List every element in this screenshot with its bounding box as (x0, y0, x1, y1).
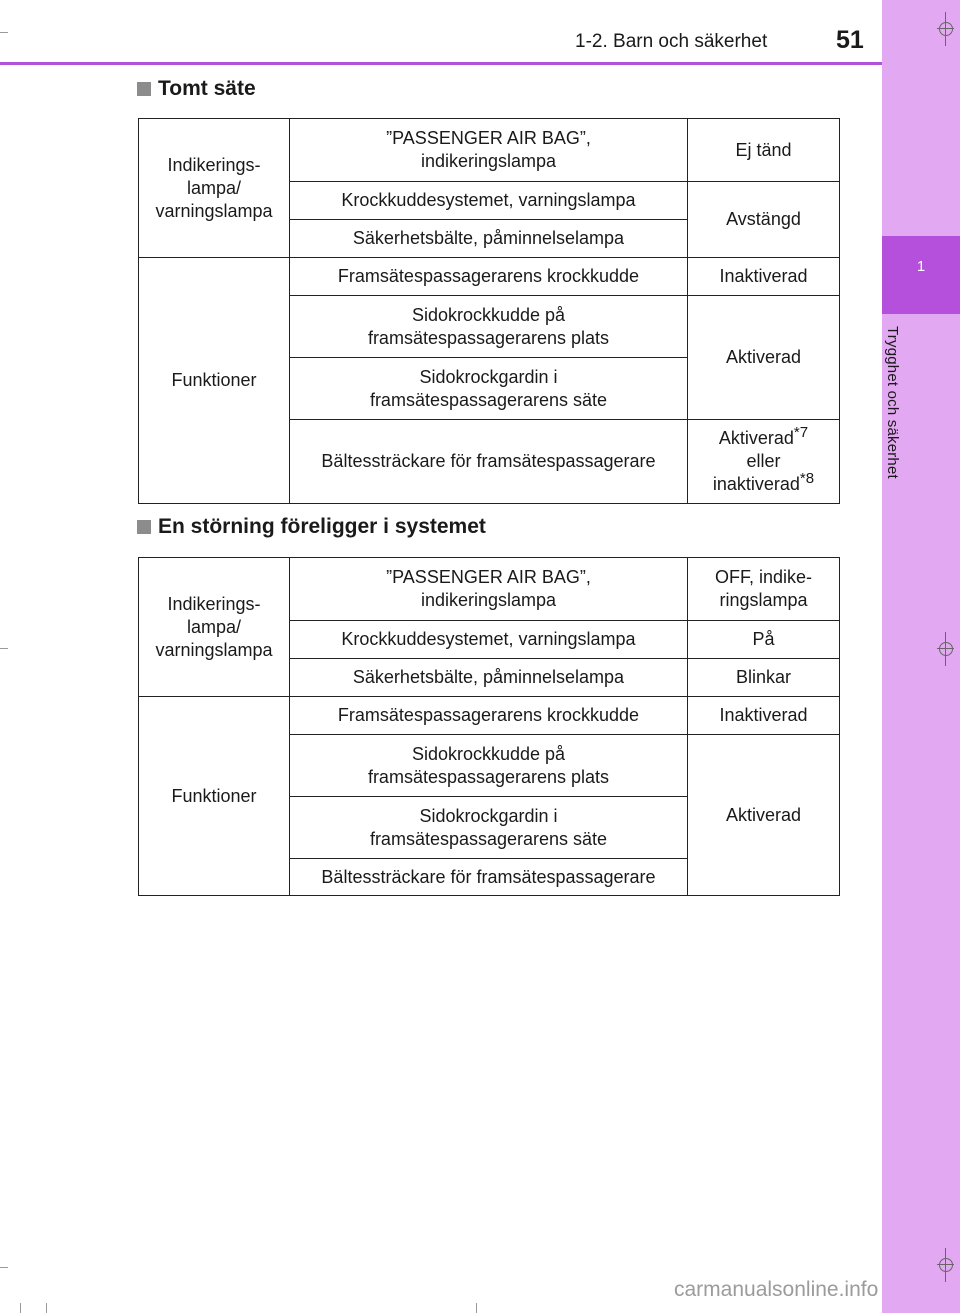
chapter-tab (882, 236, 960, 314)
status-cell: Avstängd (688, 182, 840, 258)
crop-mark (46, 1303, 47, 1313)
status-cell: Ej tänd (688, 119, 840, 182)
item-cell: ”PASSENGER AIR BAG”, indikeringslampa (290, 558, 688, 621)
footnote-8: *8 (799, 470, 815, 487)
header-rule (0, 62, 882, 65)
item-cell: Krockkuddesystemet, varningslampa (290, 621, 688, 659)
status-cell: Inaktiverad (688, 697, 840, 735)
item-cell: Sidokrockgardin i framsätespassagerarens säte (290, 358, 688, 420)
functions-label: Funktioner (139, 697, 290, 896)
status-cell (688, 420, 840, 504)
footnote-7: *7 (793, 424, 809, 441)
item-cell: Säkerhetsbälte, påminnelselampa (290, 220, 688, 258)
crop-mark (476, 1303, 477, 1313)
page-number: 51 (836, 26, 864, 54)
watermark: carmanualsonline.info (674, 1278, 879, 1301)
crop-mark (0, 32, 8, 33)
status-cell: Blinkar (688, 659, 840, 697)
indicators-label: Indikerings- lampa/ varningslampa (139, 558, 290, 697)
status-cell: Aktiverad (688, 735, 840, 896)
section-header: 1-2. Barn och säkerhet (575, 31, 768, 52)
table-row (139, 119, 840, 182)
status-cell: På (688, 621, 840, 659)
chapter-number: 1 (916, 258, 926, 275)
crop-mark (0, 648, 8, 649)
chapter-sidebar (882, 0, 960, 1313)
item-cell: Krockkuddesystemet, varningslampa (290, 182, 688, 220)
footnote-number: 7 (799, 424, 809, 441)
item-cell: Bältessträckare för framsätespassagerare (290, 420, 688, 504)
item-cell: Framsätespassagerarens krockkudde (290, 697, 688, 735)
bullet-square-icon (137, 82, 151, 96)
item-cell: Sidokrockkudde på framsätespassagerarens plats (290, 735, 688, 797)
table-row (139, 697, 840, 735)
indicators-label: Indikerings- lampa/ varningslampa (139, 119, 290, 258)
status-table-system-fault (138, 557, 840, 896)
section-heading-text: Tomt säte (158, 77, 256, 100)
item-cell: Bältessträckare för framsätespassagerare (290, 859, 688, 896)
status-cell: Inaktiverad (688, 258, 840, 296)
footnote-number: 8 (805, 470, 815, 487)
table-row (139, 558, 840, 621)
functions-label: Funktioner (139, 258, 290, 504)
item-cell: Sidokrockgardin i framsätespassagerarens säte (290, 797, 688, 859)
table-row (139, 258, 840, 296)
section-heading-system-fault (137, 515, 486, 539)
status-activated: Aktiverad (718, 428, 794, 448)
item-cell: ”PASSENGER AIR BAG”, indikeringslampa (290, 119, 688, 182)
section-heading-empty-seat (137, 77, 256, 101)
item-cell: Sidokrockkudde på framsätespassagerarens plats (290, 296, 688, 358)
crop-mark (20, 1303, 21, 1313)
crop-mark (0, 1267, 8, 1268)
chapter-title: Trygghet och säkerhet (884, 326, 901, 479)
status-or: eller (746, 451, 781, 471)
status-cell: Aktiverad (688, 296, 840, 420)
bullet-square-icon (137, 520, 151, 534)
status-table-empty-seat (138, 118, 840, 504)
section-heading-text: En störning föreligger i systemet (158, 515, 486, 538)
item-cell: Säkerhetsbälte, påminnelselampa (290, 659, 688, 697)
status-deactivated: inaktiverad (712, 474, 800, 494)
status-cell: OFF, indike- ringslampa (688, 558, 840, 621)
item-cell: Framsätespassagerarens krockkudde (290, 258, 688, 296)
